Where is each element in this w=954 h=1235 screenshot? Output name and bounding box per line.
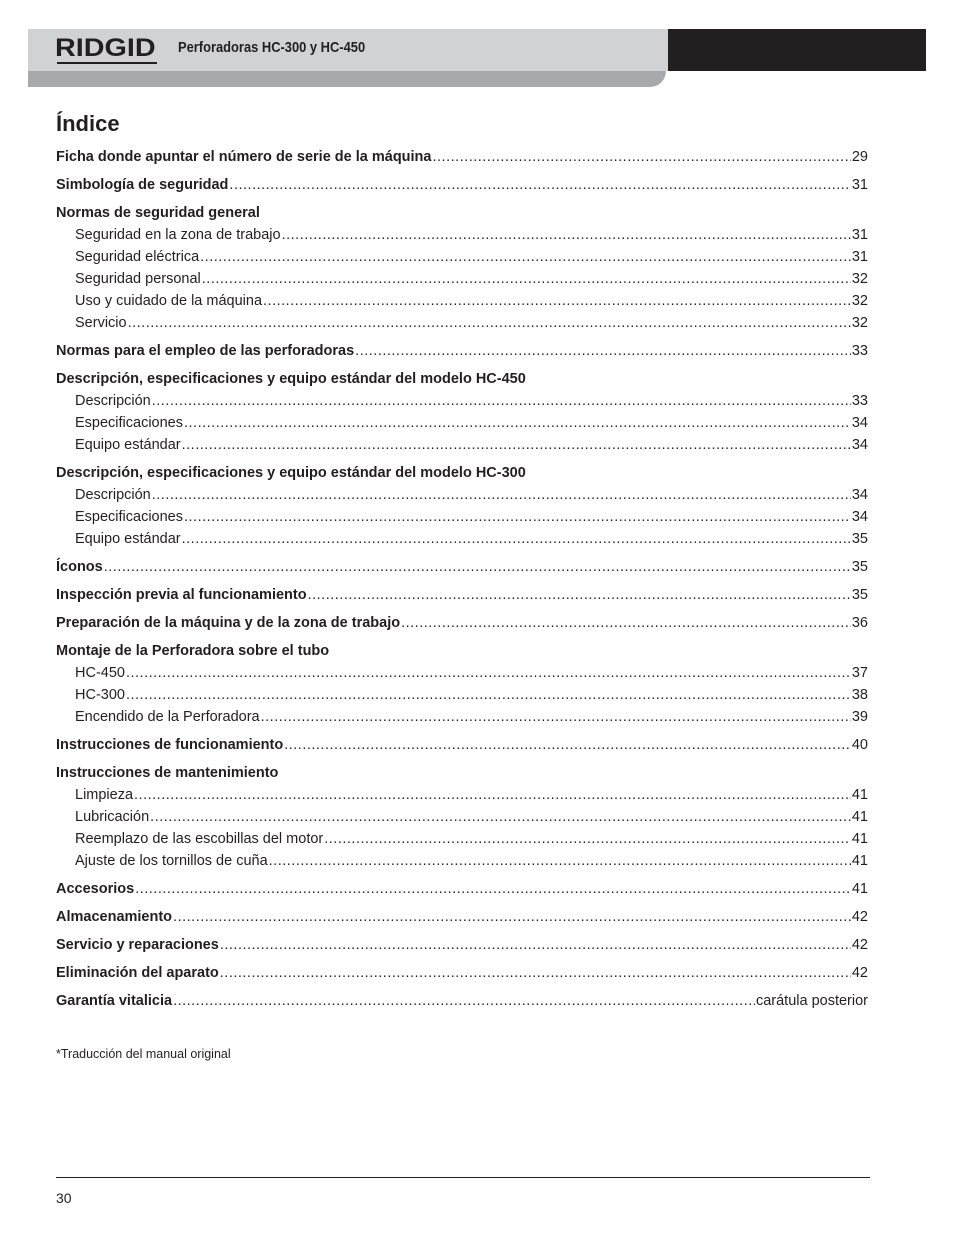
toc-page-number: 38 [851, 687, 868, 703]
toc-entry-label: Servicio y reparaciones [56, 937, 219, 953]
toc-page-number: 34 [851, 437, 868, 453]
dot-leader [182, 528, 851, 550]
toc-entry-label: Accesorios [56, 881, 135, 897]
page-header [28, 29, 926, 87]
toc-entry [56, 962, 868, 984]
toc-entry-label: Seguridad eléctrica [75, 249, 200, 265]
toc-section-heading [56, 462, 868, 484]
dot-leader [202, 268, 851, 290]
toc-page-number: 41 [851, 881, 868, 897]
toc-entry-label: Servicio [75, 315, 127, 331]
toc-page-number: 34 [851, 487, 868, 503]
logo-underline [57, 62, 157, 64]
dot-leader [263, 290, 851, 312]
dot-leader [432, 146, 850, 168]
toc-entry-label: Equipo estándar [75, 437, 181, 453]
toc-entry [56, 612, 868, 634]
toc-subentry [56, 412, 868, 434]
header-title: Perforadoras HC-300 y HC-450 [178, 39, 366, 56]
toc-section-heading [56, 640, 868, 662]
page-number: 30 [56, 1190, 72, 1206]
dot-leader [401, 612, 851, 634]
toc-page-number: 35 [851, 587, 868, 603]
dot-leader [126, 684, 851, 706]
toc-page-number: 35 [851, 531, 868, 547]
toc-subentry [56, 850, 868, 872]
toc-entry-label: HC-450 [75, 665, 125, 681]
toc-subentry [56, 528, 868, 550]
dot-leader [184, 412, 851, 434]
toc-page-number: 37 [851, 665, 868, 681]
header-black-band [668, 29, 926, 71]
toc-subentry [56, 390, 868, 412]
dot-leader [128, 312, 851, 334]
dot-leader [229, 174, 850, 196]
toc-page-number: 32 [851, 293, 868, 309]
dot-leader [135, 878, 851, 900]
toc-entry-label: Equipo estándar [75, 531, 181, 547]
toc-entry-label: Instrucciones de funcionamiento [56, 737, 284, 753]
toc-entry-label: Lubricación [75, 809, 150, 825]
dot-leader [355, 340, 851, 362]
toc-entry-label: Descripción, especificaciones y equipo estándar del modelo HC-450 [56, 371, 526, 387]
toc-entry [56, 990, 868, 1012]
toc-entry-label: Seguridad en la zona de trabajo [75, 227, 281, 243]
toc-entry-label: Eliminación del aparato [56, 965, 219, 981]
toc-subentry [56, 224, 868, 246]
toc-page-number: 34 [851, 415, 868, 431]
toc-entry-label: Preparación de la máquina y de la zona de trabajo [56, 615, 401, 631]
toc-page-number: 32 [851, 271, 868, 287]
toc-page-number: 42 [851, 965, 868, 981]
toc-page-number: 31 [851, 249, 868, 265]
dot-leader [152, 484, 851, 506]
toc-subentry [56, 312, 868, 334]
toc-section-heading [56, 368, 868, 390]
toc-entry [56, 556, 868, 578]
toc-entry-label: Descripción, especificaciones y equipo estándar del modelo HC-300 [56, 465, 526, 481]
ridgid-logo: RIDGID [55, 34, 156, 62]
dot-leader [269, 850, 851, 872]
toc-page-number: 33 [851, 393, 868, 409]
toc-section-heading [56, 762, 868, 784]
toc-page-number: 41 [851, 853, 868, 869]
dot-leader [173, 990, 755, 1012]
toc-entry [56, 174, 868, 196]
toc-subentry [56, 828, 868, 850]
dot-leader [284, 734, 851, 756]
toc-entry-label: Encendido de la Perforadora [75, 709, 260, 725]
dot-leader [308, 584, 851, 606]
toc-page-number: 31 [851, 177, 868, 193]
toc-subentry [56, 484, 868, 506]
toc-subentry [56, 434, 868, 456]
toc-subentry [56, 684, 868, 706]
toc-page-number: 41 [851, 809, 868, 825]
toc-subentry [56, 246, 868, 268]
toc-page-number: 42 [851, 909, 868, 925]
toc-entry [56, 146, 868, 168]
toc-entry-label: Limpieza [75, 787, 134, 803]
toc-entry [56, 934, 868, 956]
toc-subentry [56, 268, 868, 290]
dot-leader [134, 784, 851, 806]
dot-leader [152, 390, 851, 412]
toc-page-number: 36 [851, 615, 868, 631]
dot-leader [220, 962, 851, 984]
toc-page-number: 29 [851, 149, 868, 165]
toc-entry [56, 878, 868, 900]
footnote: *Traducción del manual original [56, 1047, 231, 1061]
header-lower-bar [28, 71, 666, 87]
toc-entry-label: Seguridad personal [75, 271, 201, 287]
toc-entry-label: HC-300 [75, 687, 125, 703]
toc-entry-label: Instrucciones de mantenimiento [56, 765, 279, 781]
toc-subentry [56, 506, 868, 528]
dot-leader [126, 662, 851, 684]
toc-subentry [56, 806, 868, 828]
toc-page-number: 41 [851, 787, 868, 803]
dot-leader [182, 434, 851, 456]
toc-entry-label: Normas para el empleo de las perforadoras [56, 343, 355, 359]
dot-leader [200, 246, 851, 268]
toc-entry [56, 340, 868, 362]
toc-page-number: 33 [851, 343, 868, 359]
toc-page-number: carátula posterior [755, 993, 868, 1009]
toc-page-number: 42 [851, 937, 868, 953]
footer-divider [56, 1177, 870, 1178]
toc-subentry [56, 290, 868, 312]
toc-page-number: 40 [851, 737, 868, 753]
toc-entry-label: Descripción [75, 487, 151, 503]
toc-entry [56, 734, 868, 756]
dot-leader [173, 906, 851, 928]
toc-entry-label: Especificaciones [75, 415, 183, 431]
dot-leader [104, 556, 851, 578]
toc-subentry [56, 784, 868, 806]
toc-entry-label: Ficha donde apuntar el número de serie de la máquina [56, 149, 432, 165]
page-title: Índice [56, 111, 120, 136]
toc-entry-label: Especificaciones [75, 509, 183, 525]
toc-entry-label: Uso y cuidado de la máquina [75, 293, 263, 309]
toc-entry-label: Descripción [75, 393, 151, 409]
dot-leader [261, 706, 851, 728]
toc-entry-label: Montaje de la Perforadora sobre el tubo [56, 643, 330, 659]
toc-entry-label: Reemplazo de las escobillas del motor [75, 831, 324, 847]
toc-entry-label: Ajuste de los tornillos de cuña [75, 853, 268, 869]
toc-entry-label: Almacenamiento [56, 909, 173, 925]
toc-section-heading [56, 202, 868, 224]
toc-page-number: 39 [851, 709, 868, 725]
toc-entry [56, 906, 868, 928]
table-of-contents [56, 146, 868, 1012]
dot-leader [282, 224, 851, 246]
toc-entry-label: Normas de seguridad general [56, 205, 260, 221]
toc-entry-label: Inspección previa al funcionamiento [56, 587, 307, 603]
toc-page-number: 41 [851, 831, 868, 847]
toc-entry-label: Simbología de seguridad [56, 177, 229, 193]
dot-leader [220, 934, 851, 956]
toc-page-number: 35 [851, 559, 868, 575]
toc-entry-label: Íconos [56, 559, 103, 575]
toc-page-number: 34 [851, 509, 868, 525]
toc-subentry [56, 706, 868, 728]
dot-leader [184, 506, 851, 528]
dot-leader [324, 828, 851, 850]
toc-page-number: 32 [851, 315, 868, 331]
toc-subentry [56, 662, 868, 684]
toc-page-number: 31 [851, 227, 868, 243]
dot-leader [150, 806, 851, 828]
toc-entry-label: Garantía vitalicia [56, 993, 173, 1009]
toc-entry [56, 584, 868, 606]
